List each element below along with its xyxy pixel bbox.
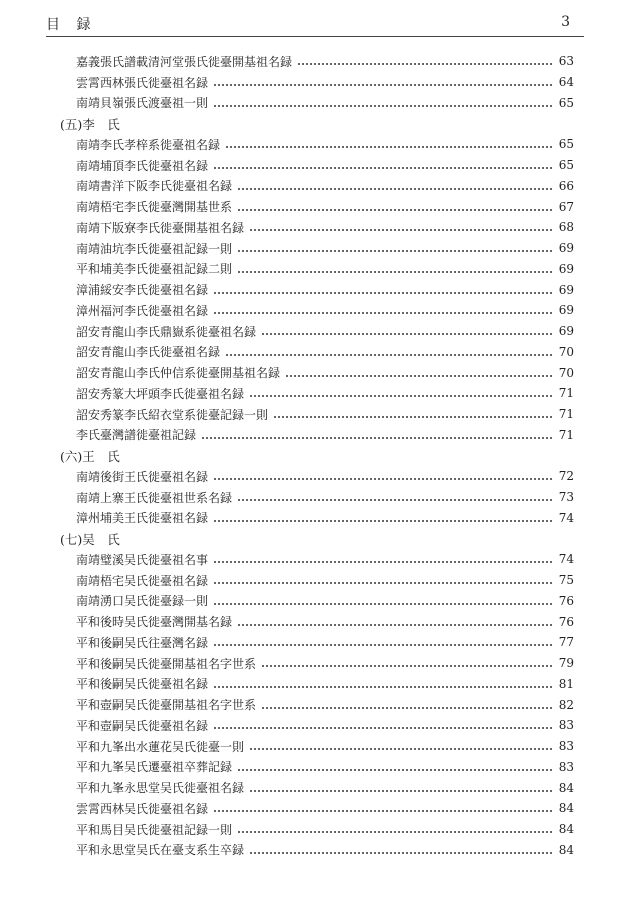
toc-leader-dots [250,852,552,854]
toc-leader-dots [214,312,552,314]
toc-entry-page: 84 [558,780,574,795]
toc-leader-dots [214,84,552,86]
toc-entry-title: 平和後時吴氏徙臺灣開基名録 [76,615,233,630]
page-header [46,14,570,34]
toc-entry-page: 69 [558,241,574,256]
toc-entry-title: 詔安秀篆李氏紹衣堂系徙臺記録一則 [76,407,269,422]
toc-entry-title: 李氏臺灣譜徙臺祖記録 [76,428,197,443]
toc-entry [0,383,628,404]
toc-entry-title: 漳浦綏安李氏徙臺祖名録 [76,283,209,298]
toc-entry-title: 平和壺嗣吴氏徙臺開基祖名字世系 [76,698,257,713]
toc-leader-dots [250,229,552,231]
toc-entry-title: 南靖璧溪吴氏徙臺祖名事 [76,552,209,567]
toc-entry [0,549,628,570]
toc-leader-dots [214,644,552,646]
header-page-number: 3 [561,14,570,30]
toc-entry-page: 74 [558,552,574,567]
toc-entry-page: 81 [558,676,574,691]
toc-entry [0,466,628,487]
toc-entry [0,196,628,217]
toc-entry [0,674,628,695]
toc-entry-page: 65 [558,137,574,152]
toc-entry-title: 嘉義張氏譜載清河堂張氏徙臺開基祖名録 [76,54,293,69]
toc-leader-dots [226,354,552,356]
toc-entry-title: 平和壺嗣吴氏徙臺祖名録 [76,718,209,733]
toc-entry-page: 76 [558,614,574,629]
toc-entry [0,653,628,674]
header-rule [46,36,584,37]
toc-entry-page: 76 [558,593,574,608]
toc-entry [0,570,628,591]
toc-entry [0,259,628,280]
toc-entry [0,300,628,321]
toc-entry-page: 73 [558,490,574,505]
toc-entry-page: 70 [558,365,574,380]
toc-leader-dots [238,624,552,626]
toc-entry-title: 南靖書洋下阪李氏徙臺祖名録 [76,179,233,194]
toc-entry [0,715,628,736]
toc-entry [0,362,628,383]
toc-section-heading: (五)李 氏 [60,116,120,132]
toc-entry-title: 南靖貝嶺張氏渡臺祖一則 [76,96,209,111]
toc-entry-page: 69 [558,324,574,339]
toc-entry-page: 72 [558,469,574,484]
toc-leader-dots [250,790,552,792]
toc-entry [0,279,628,300]
toc-entry [0,611,628,632]
toc-entry-page: 66 [558,178,574,193]
toc-leader-dots [214,810,552,812]
toc-entry-page: 84 [558,842,574,857]
toc-entry [0,155,628,176]
toc-entry [0,342,628,363]
toc-entry [0,736,628,757]
toc-leader-dots [214,603,552,605]
toc-leader-dots [298,63,552,65]
toc-leader-dots [238,831,552,833]
toc-entry-title: 南靖後街王氏徙臺祖名録 [76,469,209,484]
toc-entry-page: 71 [558,407,574,422]
toc-entry-title: 平和九峯出水蓮花吴氏徙臺一則 [76,739,245,754]
toc-entry-title: 南靖梧宅李氏徙臺灣開基世系 [76,200,233,215]
toc-entry [0,487,628,508]
toc-entry [0,757,628,778]
header-title: 目 録 [46,17,97,33]
toc-entry-title: 平和九峯吴氏遷臺祖卒葬記録 [76,760,233,775]
toc-entry-title: 平和九峯永思堂吴氏徙臺祖名録 [76,781,245,796]
toc-entry-page: 84 [558,822,574,837]
toc-entry-page: 82 [558,697,574,712]
toc-entry-page: 67 [558,199,574,214]
toc-leader-dots [214,582,552,584]
toc-entry-page: 65 [558,95,574,110]
toc-entry-page: 83 [558,759,574,774]
toc-section-heading: (七)吴 氏 [60,531,120,547]
toc-entry-title: 詔安秀篆大坪頭李氏徙臺祖名録 [76,386,245,401]
toc-leader-dots [238,209,552,211]
toc-entry-title: 詔安青龍山李氏徙臺祖名録 [76,345,221,360]
toc-section-heading: (六)王 氏 [60,448,120,464]
toc-entry [0,508,628,529]
toc-entry-title: 雲霄西林吴氏徙臺祖名録 [76,801,209,816]
toc-entry-page: 83 [558,718,574,733]
toc-leader-dots [274,416,552,418]
toc-entry-title: 平和埔美李氏徙臺祖記録二則 [76,262,233,277]
toc-leader-dots [286,375,552,377]
toc-entry-page: 84 [558,801,574,816]
toc-entry-title: 平和馬目吴氏徙臺祖記録一則 [76,822,233,837]
toc-leader-dots [238,271,552,273]
toc-leader-dots [262,665,552,667]
toc-entry [0,632,628,653]
toc-entry-page: 68 [558,220,574,235]
toc-entry-page: 69 [558,282,574,297]
toc-entry-title: 雲霄西林張氏徙臺祖名録 [76,75,209,90]
toc-entry [0,134,628,155]
toc-leader-dots [250,748,552,750]
toc-leader-dots [214,686,552,688]
toc-entry-page: 69 [558,303,574,318]
toc-leader-dots [214,105,552,107]
toc-entry-page: 69 [558,261,574,276]
toc-leader-dots [238,188,552,190]
table-of-contents [0,51,628,860]
toc-entry [0,694,628,715]
toc-entry-page: 65 [558,158,574,173]
toc-entry-title: 平和後嗣吴氏往臺灣名録 [76,635,209,650]
toc-entry [0,176,628,197]
toc-leader-dots [214,561,552,563]
toc-entry-page: 75 [558,573,574,588]
toc-entry-title: 南靖梧宅吴氏徙臺祖名録 [76,573,209,588]
toc-entry [0,404,628,425]
toc-entry [0,72,628,93]
toc-entry [0,425,628,446]
toc-entry-title: 平和後嗣吴氏徙臺開基祖名字世系 [76,656,257,671]
toc-entry-title: 南靖上寨王氏徙臺祖世系名録 [76,490,233,505]
toc-entry [0,777,628,798]
toc-entry-title: 漳州埔美王氏徙臺祖名録 [76,511,209,526]
toc-leader-dots [238,769,552,771]
toc-entry-page: 64 [558,75,574,90]
toc-entry [0,93,628,114]
toc-leader-dots [238,250,552,252]
toc-entry-title: 平和後嗣吴氏徙臺祖名録 [76,677,209,692]
toc-leader-dots [226,146,552,148]
toc-leader-dots [214,478,552,480]
toc-entry-page: 70 [558,344,574,359]
toc-entry-title: 漳州福河李氏徙臺祖名録 [76,303,209,318]
toc-entry-title: 南靖埔頂李氏徙臺祖名録 [76,158,209,173]
toc-entry [0,238,628,259]
toc-entry [0,321,628,342]
toc-entry-title: 南靖油坑李氏徙臺祖記録一則 [76,241,233,256]
toc-entry-title: 平和永思堂吴氏在臺支系生卒録 [76,843,245,858]
toc-entry [0,819,628,840]
toc-leader-dots [250,395,552,397]
toc-entry [0,51,628,72]
toc-entry-page: 71 [558,386,574,401]
toc-entry-page: 71 [558,427,574,442]
toc-leader-dots [202,437,552,439]
toc-leader-dots [238,499,552,501]
toc-entry [0,798,628,819]
toc-entry-title: 詔安青龍山李氏仲信系徙臺開基祖名録 [76,366,281,381]
toc-entry-title: 南靖李氏孝梓系徙臺祖名録 [76,137,221,152]
toc-leader-dots [214,520,552,522]
toc-entry-page: 83 [558,739,574,754]
toc-leader-dots [214,167,552,169]
toc-entry-page: 79 [558,656,574,671]
toc-leader-dots [214,727,552,729]
toc-leader-dots [262,707,552,709]
toc-entry-title: 詔安青龍山李氏鼎嶽系徙臺祖名録 [76,324,257,339]
toc-entry-title: 南靖湧口吴氏徙臺録一則 [76,594,209,609]
toc-entry-page: 77 [558,635,574,650]
toc-entry [0,217,628,238]
toc-entry-page: 63 [558,54,574,69]
toc-leader-dots [262,333,552,335]
toc-leader-dots [214,292,552,294]
toc-entry [0,840,628,861]
toc-entry [0,591,628,612]
toc-entry-page: 74 [558,510,574,525]
toc-entry-title: 南靖下版寮李氏徙臺開基祖名録 [76,220,245,235]
